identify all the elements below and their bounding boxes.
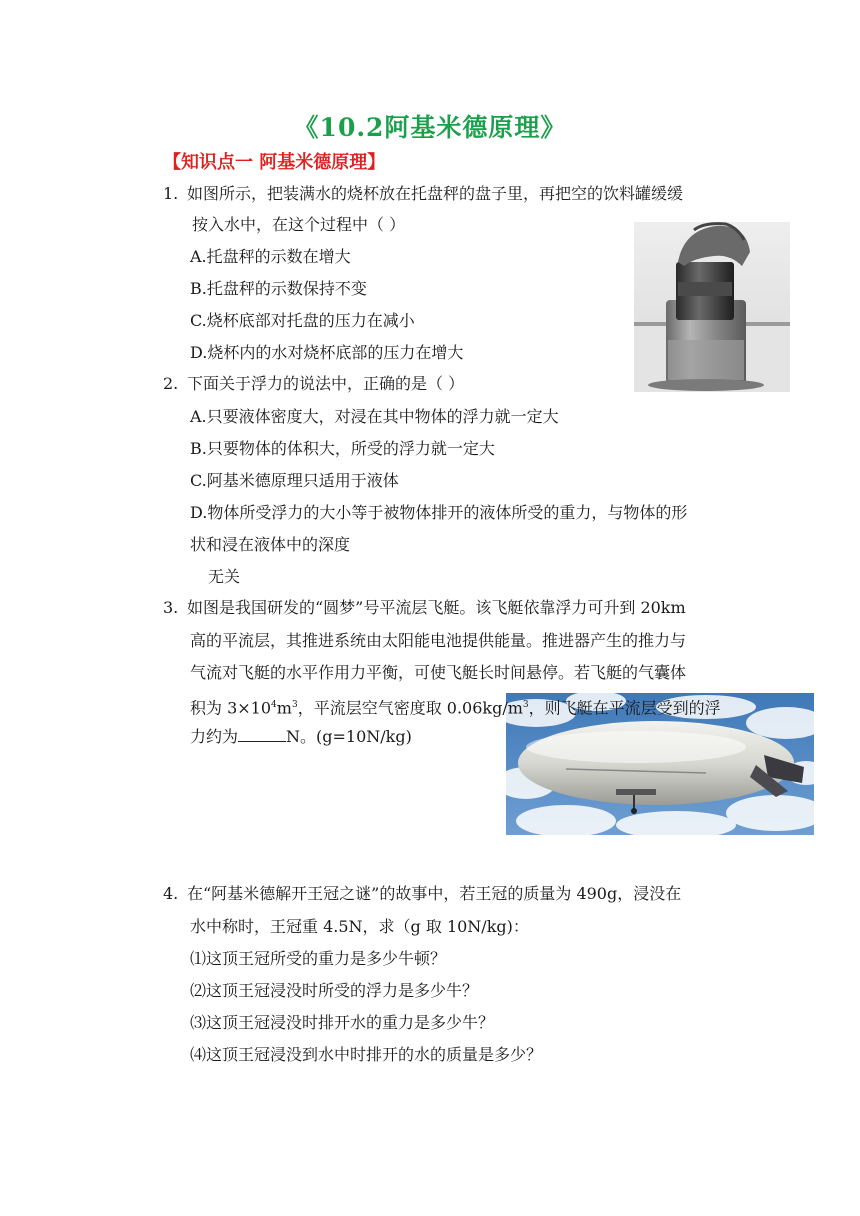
q1-option-a: A.托盘秤的示数在增大 <box>190 247 351 266</box>
q2-option-c: C.阿基米德原理只适用于液体 <box>190 471 399 490</box>
q1-number: 1. <box>163 184 179 203</box>
q2-option-d-line2: 状和浸在液体中的深度 <box>190 535 351 554</box>
beaker-scale-photo <box>634 222 790 392</box>
q1-stem-line1: 如图所示，把装满水的烧杯放在托盘秤的盘子里，再把空的饮料罐缓缓 <box>187 184 684 203</box>
page-title: 《10.2阿基米德原理》 <box>293 113 567 142</box>
q3-line3: 气流对飞艇的水平作用力平衡，可使飞艇长时间悬停。若飞艇的气囊体 <box>190 663 687 682</box>
q2-option-d-line3: 无关 <box>208 567 241 586</box>
q4-sub-4: ⑷这顶王冠浸没到水中时排开的水的质量是多少？ <box>190 1045 543 1064</box>
q2-stem: 下面关于浮力的说法中，正确的是（ ） <box>187 374 465 393</box>
q1-option-c: C.烧杯底部对托盘的压力在减小 <box>190 311 415 330</box>
q3-line5: 力约为 N。(g=10N/kg) <box>190 727 412 746</box>
q4-sub-3: ⑶这顶王冠浸没时排开水的重力是多少牛？ <box>190 1013 495 1032</box>
q2-option-a: A.只要液体密度大，对浸在其中物体的浮力就一定大 <box>190 407 559 426</box>
q2-number: 2. <box>163 374 179 393</box>
q4-line2: 水中称时，王冠重 4.5N，求（g 取 10N/kg)： <box>190 917 529 936</box>
q3-line1: 如图是我国研发的“圆梦”号平流层飞艇。该飞艇依靠浮力可升到 20km <box>187 598 686 617</box>
q2-option-d-line1: D.物体所受浮力的大小等于被物体排开的液体所受的重力，与物体的形 <box>190 503 688 522</box>
q3-line2: 高的平流层，其推进系统由太阳能电池提供能量。推进器产生的推力与 <box>190 631 687 650</box>
answer-blank[interactable] <box>238 727 286 742</box>
q1-stem-line2: 按入水中，在这个过程中（ ） <box>192 215 406 234</box>
q1-option-b: B.托盘秤的示数保持不变 <box>190 279 367 298</box>
q3-number: 3. <box>163 598 179 617</box>
section-heading: 【知识点一 阿基米德原理】 <box>163 152 386 173</box>
q2-option-b: B.只要物体的体积大，所受的浮力就一定大 <box>190 439 495 458</box>
q1-option-d: D.烧杯内的水对烧杯底部的压力在增大 <box>190 343 464 362</box>
q4-number: 4. <box>163 884 179 903</box>
q4-sub-2: ⑵这顶王冠浸没时所受的浮力是多少牛？ <box>190 981 479 1000</box>
q4-sub-1: ⑴这顶王冠所受的重力是多少牛顿？ <box>190 949 447 968</box>
q4-line1: 在“阿基米德解开王冠之谜”的故事中，若王冠的质量为 490g，浸没在 <box>187 884 682 903</box>
q3-line4: 积为 $3\times 10^4m^3$，平流层空气密度取 $0.06kg/m^3$，则飞艇在平流层受到的浮 <box>190 698 721 718</box>
